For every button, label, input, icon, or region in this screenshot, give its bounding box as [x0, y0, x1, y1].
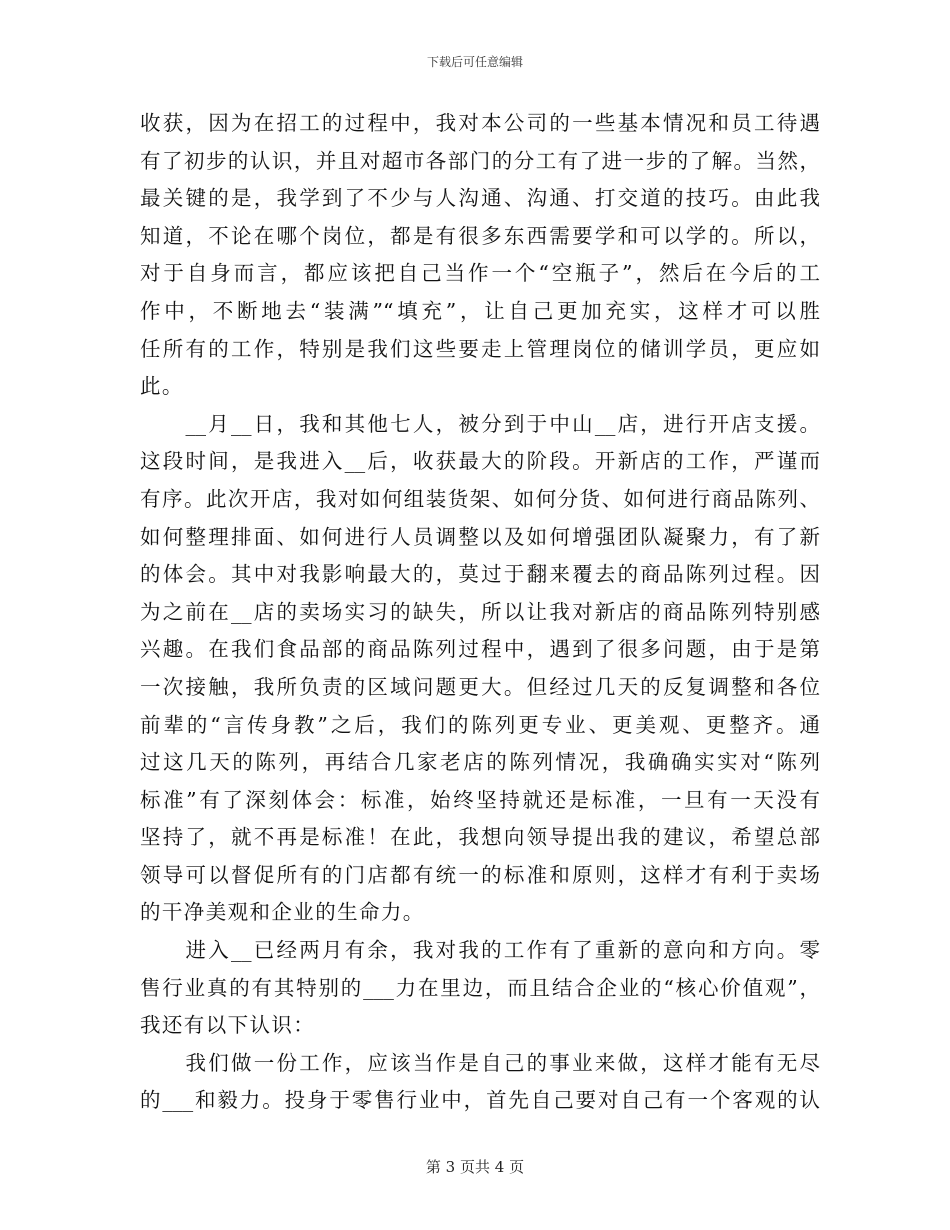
text-line: 作中，不断地去“装满”“填充”，让自己更加充实，这样才可以胜 — [140, 298, 820, 323]
page-header: 下载后可任意编辑 — [426, 55, 523, 69]
text-line: __月__日，我和其他七人，被分到于中山__店，进行开店支援。 — [140, 411, 820, 436]
text-line: 有序。此次开店，我对如何组装货架、如何分货、如何进行商品陈列、 — [140, 486, 820, 511]
text-line: 为之前在__店的卖场实习的缺失，所以让我对新店的商品陈列特别感 — [140, 599, 820, 624]
text-line: 的___和毅力。投身于零售行业中，首先自己要对自己有一个客观的认 — [140, 1088, 820, 1113]
text-line: 前辈的“言传身教”之后，我们的陈列更专业、更美观、更整齐。通 — [140, 712, 820, 737]
paragraph-3 — [140, 932, 820, 1045]
text-line: 最关键的是，我学到了不少与人沟通、沟通、打交道的技巧。由此我 — [140, 186, 820, 211]
text-line: 我还有以下认识： — [140, 1013, 316, 1038]
text-line: 收获，因为在招工的过程中，我对本公司的一些基本情况和员工待遇 — [140, 111, 820, 135]
text-line: 领导可以督促所有的门店都有统一的标准和原则，这样才有利于卖场 — [140, 862, 820, 887]
document-body — [140, 105, 820, 1120]
text-line: 一次接触，我所负责的区域问题更大。但经过几天的反复调整和各位 — [140, 674, 820, 699]
page-number: 第 3 页共 4 页 — [425, 1158, 525, 1176]
paragraph-2 — [140, 406, 820, 932]
text-line: 如何整理排面、如何进行人员调整以及如何增强团队凝聚力，有了新 — [140, 524, 820, 549]
text-line: 这段时间，是我进入__后，收获最大的阶段。开新店的工作，严谨而 — [140, 449, 820, 474]
text-line: 的干净美观和企业的生命力。 — [140, 900, 425, 925]
paragraph-4 — [140, 1045, 820, 1120]
paragraph-1 — [140, 105, 820, 406]
text-line: 任所有的工作，特别是我们这些要走上管理岗位的储训学员，更应如 — [140, 336, 820, 361]
text-line: 标准”有了深刻体会：标准，始终坚持就还是标准，一旦有一天没有 — [140, 787, 820, 812]
text-line: 我们做一份工作，应该当作是自己的事业来做，这样才能有无尽 — [140, 1050, 820, 1075]
text-line: 过这几天的陈列，再结合几家老店的陈列情况，我确确实实对“陈列 — [140, 750, 820, 775]
text-line: 进入__已经两月有余，我对我的工作有了重新的意向和方向。零 — [140, 938, 820, 963]
text-line: 坚持了，就不再是标准！在此，我想向领导提出我的建议，希望总部 — [140, 825, 820, 850]
text-line: 知道，不论在哪个岗位，都是有很多东西需要学和可以学的。所以， — [140, 223, 820, 248]
text-line: 兴趣。在我们食品部的商品陈列过程中，遇到了很多问题，由于是第 — [140, 637, 820, 662]
text-line: 对于自身而言，都应该把自己当作一个“空瓶子”，然后在今后的工 — [140, 261, 820, 286]
text-line: 有了初步的认识，并且对超市各部门的分工有了进一步的了解。当然， — [140, 148, 820, 173]
text-line: 的体会。其中对我影响最大的，莫过于翻来覆去的商品陈列过程。因 — [140, 562, 820, 587]
text-line: 此。 — [140, 374, 184, 399]
text-line: 售行业真的有其特别的___力在里边，而且结合企业的“核心价值观”， — [140, 975, 820, 1000]
